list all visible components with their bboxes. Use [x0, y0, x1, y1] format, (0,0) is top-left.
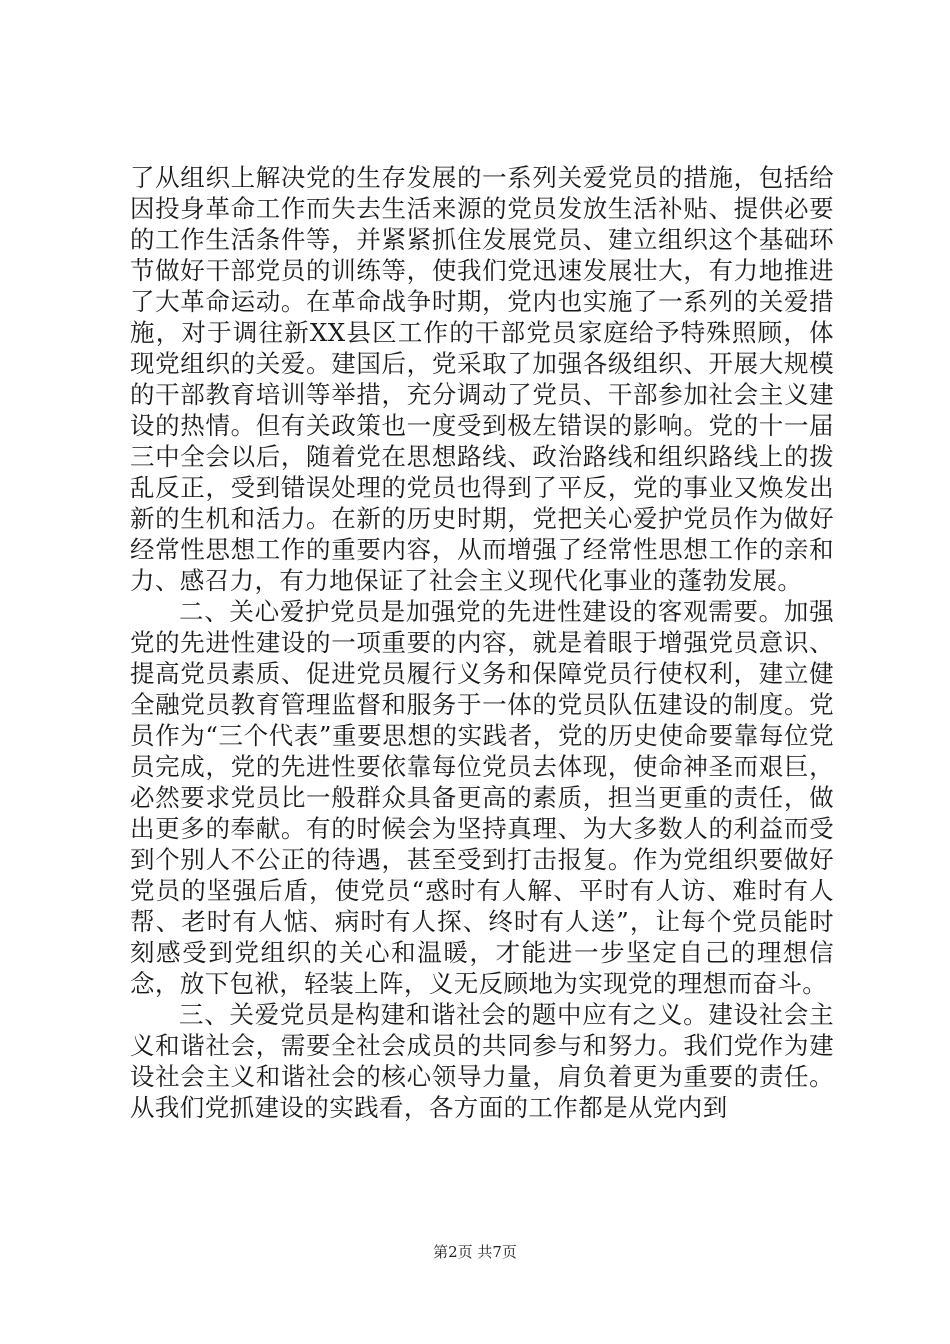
- document-body: [130, 162, 834, 1123]
- paragraph-continuation: 了从组织上解决党的生存发展的一系列关爱党员的措施，包括给因投身革命工作而失去生活来源的党员发放生活补贴、提供必要的工作生活条件等，并紧紧抓住发展党员、建立组织这个基础环节做好干部党员的训练等，使我们党迅速发展壮大，有力地推进了大革命运动。在革命战争时期，党内也实施了一系列的关爱措施，对于调往新XX县区工作的干部党员家庭给予特殊照顾，体现党组织的关爱。建国后，党采取了加强各级组织、开展大规模的干部教育培训等举措，充分调动了党员、干部参加社会主义建设的热情。但有关政策也一度受到极左错误的影响。党的十一届三中全会以后，随着党在思想路线、政治路线和组织路线上的拨乱反正，受到错误处理的党员也得到了平反，党的事业又焕发出新的生机和活力。在新的历史时期，党把关心爱护党员作为做好经常性思想工作的重要内容，从而增强了经常性思想工作的亲和力、感召力，有力地保证了社会主义现代化事业的蓬勃发展。: [130, 163, 834, 595]
- paragraph-section-three: 三、关爱党员是构建和谐社会的题中应有之义。建设社会主义和谐社会，需要全社会成员的共同参与和努力。我们党作为建设社会主义和谐社会的核心领导力量，肩负着更为重要的责任。从我们党抓建设的实践看，各方面的工作都是从党内到: [130, 1000, 834, 1122]
- paragraph-section-two: 二、关心爱护党员是加强党的先进性建设的客观需要。加强党的先进性建设的一项重要的内容，就是着眼于增强党员意识、提高党员素质、促进党员履行义务和保障党员行使权利，建立健全融党员教育管理监督和服务于一体的党员队伍建设的制度。党员作为“三个代表”重要思想的实践者，党的历史使命要靠每位党员完成，党的先进性要依靠每位党员去体现，使命神圣而艰巨，必然要求党员比一般群众具备更高的素质，担当更重的责任，做出更多的奉献。有的时候会为坚持真理、为大多数人的利益而受到个别人不公正的待遇，甚至受到打击报复。作为党组织要做好党员的坚强后盾，使党员“惑时有人解、平时有人访、难时有人帮、老时有人惦、病时有人探、终时有人送”，让每个党员能时刻感受到党组织的关心和温暖，才能进一步坚定自己的理想信念，放下包袱，轻装上阵，义无反顾地为实现党的理想而奋斗。: [130, 597, 834, 998]
- page-number-footer: 第2页 共7页: [433, 1243, 517, 1261]
